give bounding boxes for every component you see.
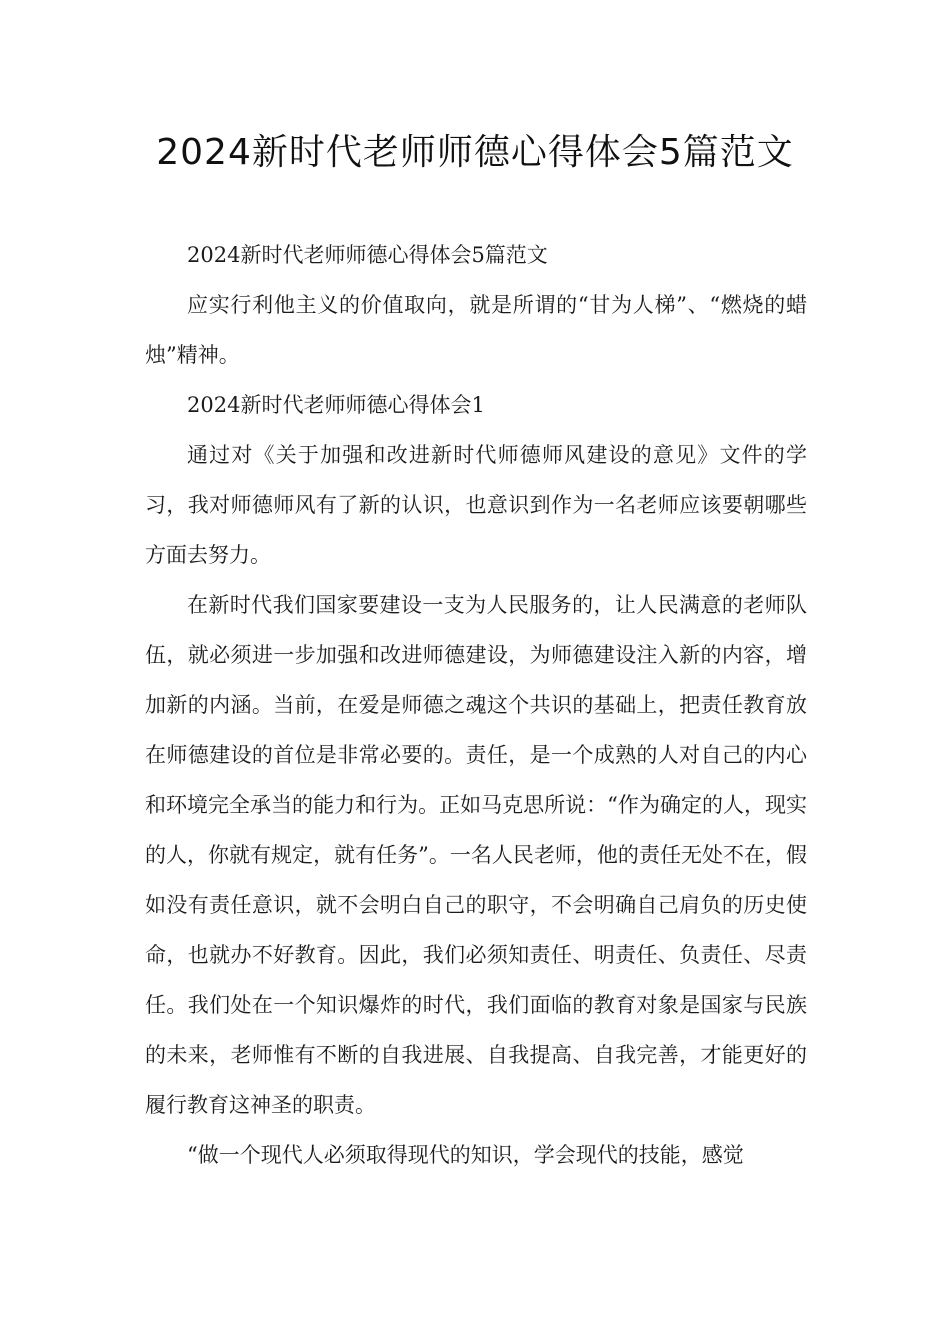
- paragraph-body: 在新时代我们国家要建设一支为人民服务的，让人民满意的老师队伍，就必须进一步加强和改进师德建设，为师德建设注入新的内容，增加新的内涵。当前，在爱是师德之魂这个共识的基础上，把责任教育放在师德建设的首位是非常必要的。责任，是一个成熟的人对自己的内心和环境完全承当的能力和行为。正如马克思所说：“作为确定的人，现实的人，你就有规定，就有任务”。一名人民老师，他的责任无处不在，假如没有责任意识，就不会明白自己的职守，不会明确自己肩负的历史使命，也就办不好教育。因此，我们必须知责任、明责任、负责任、尽责任。我们处在一个知识爆炸的时代，我们面临的教育对象是国家与民族的未来，老师惟有不断的自我进展、自我提高、自我完善，才能更好的履行教育这神圣的职责。: [145, 593, 807, 1117]
- document-body: [145, 230, 807, 1180]
- paragraph-body: 通过对《关于加强和改进新时代师德师风建设的意见》文件的学习，我对师德师风有了新的认识，也意识到作为一名老师应该要朝哪些方面去努力。: [145, 443, 807, 567]
- paragraph-body: “做一个现代人必须取得现代的知识，学会现代的技能，感觉: [187, 1143, 744, 1167]
- document-title: 2024新时代老师师德心得体会5篇范文: [156, 132, 794, 173]
- paragraph-intro: 应实行利他主义的价值取向，就是所谓的“甘为人梯”、“燃烧的蜡烛”精神。: [145, 293, 807, 367]
- paragraph-subtitle: 2024新时代老师师德心得体会5篇范文: [187, 243, 548, 267]
- paragraph-section-heading: 2024新时代老师师德心得体会1: [187, 393, 485, 417]
